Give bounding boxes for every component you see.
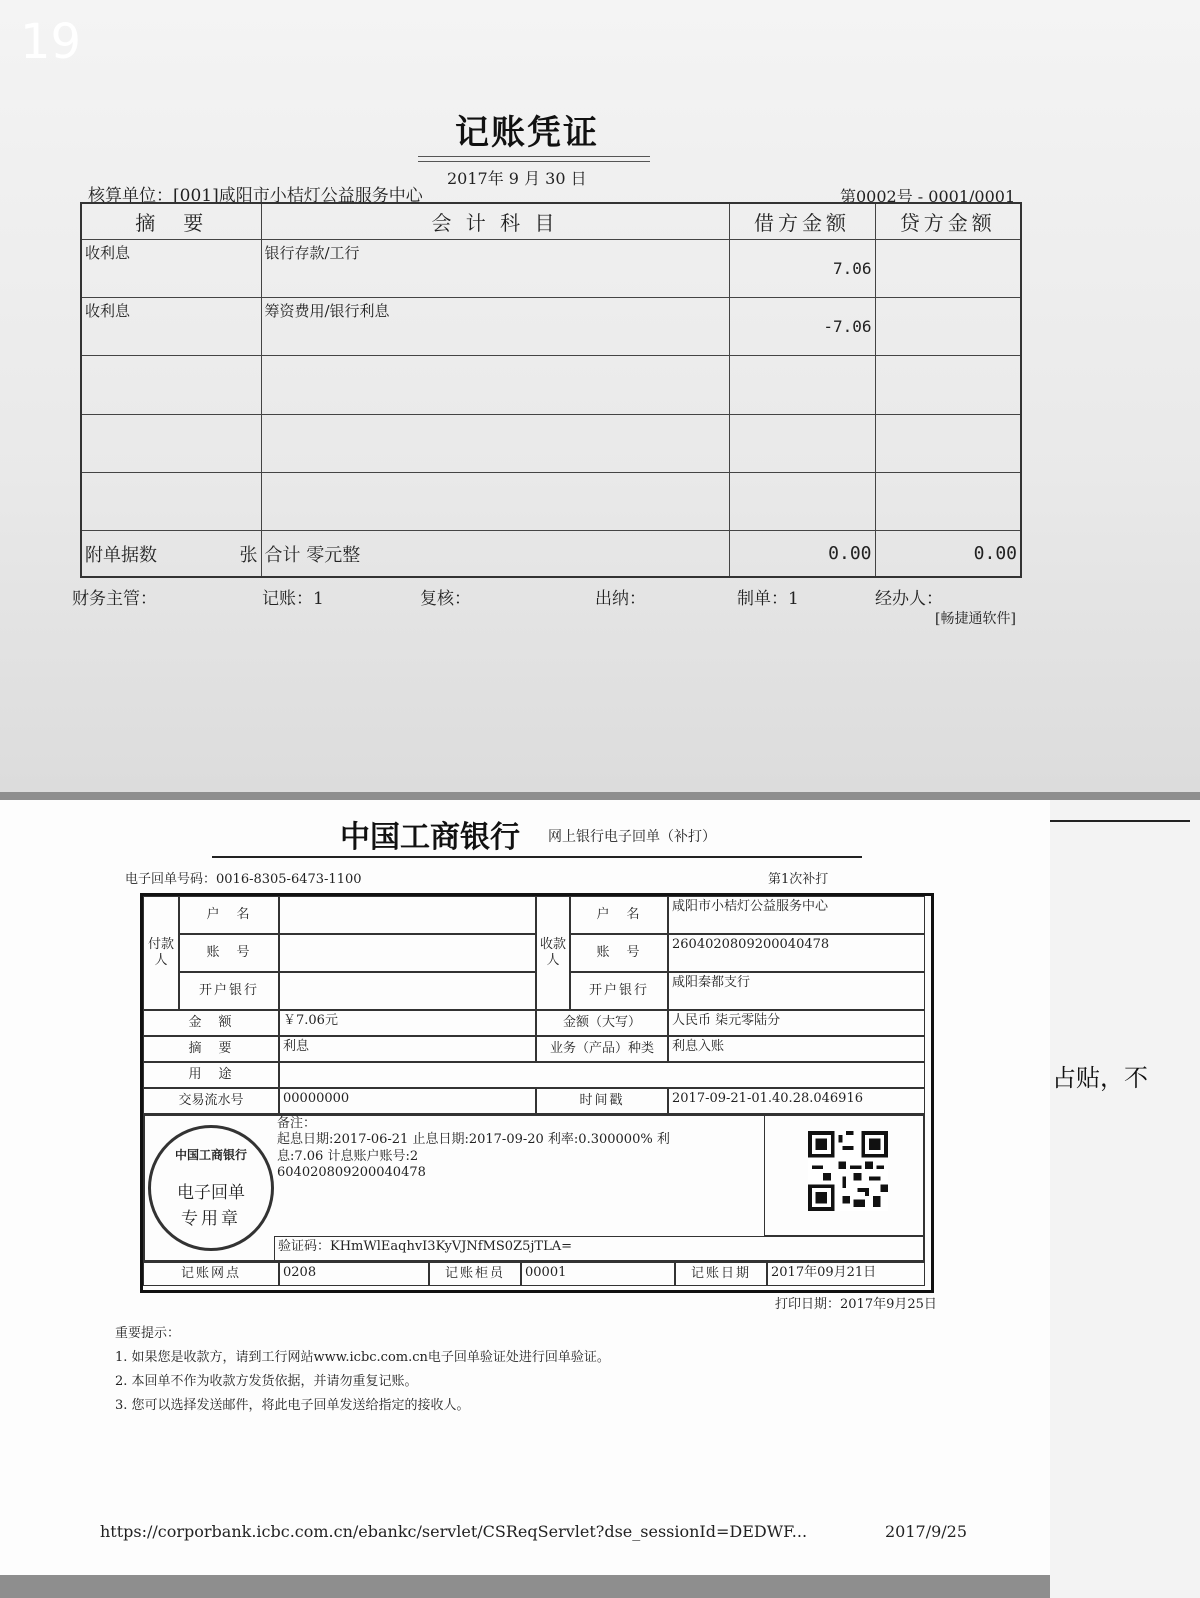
payee-account: 2604020809200040478 <box>668 934 925 972</box>
row-credit <box>875 414 1021 472</box>
total-credit: 0.00 <box>875 531 1021 577</box>
book-date-value: 2017年09月21日 <box>767 1262 925 1286</box>
footer-cashier: 出纳： <box>595 589 646 609</box>
remarks-text <box>274 1114 764 1236</box>
summary-label: 摘 要 <box>143 1036 279 1062</box>
payee-bank-label: 开户银行 <box>570 972 668 1010</box>
footer-reviewer: 复核： <box>420 589 471 609</box>
row-credit <box>875 356 1021 414</box>
attachments-unit: 张 <box>239 544 258 566</box>
reprint-count: 第1次补打 <box>768 872 829 887</box>
teller-label: 记账柜员 <box>429 1262 521 1286</box>
note-item: 1. 如果您是收款方，请到工行网站www.icbc.com.cn电子回单验证处进行回单验证。 <box>115 1350 610 1365</box>
payee-bank: 咸阳秦都支行 <box>668 972 925 1010</box>
purpose-label: 用 途 <box>143 1062 279 1088</box>
header-debit: 借方金额 <box>729 203 875 239</box>
voucher-title: 记账凭证 <box>455 113 599 153</box>
voucher-date: 2017年 9 月 30 日 <box>447 169 587 188</box>
table-row <box>81 414 1021 472</box>
amount-value: ￥7.06元 <box>279 1010 536 1036</box>
row-debit <box>729 356 875 414</box>
note-item: 3. 您可以选择发送邮件，将此电子回单发送给指定的接收人。 <box>115 1398 470 1413</box>
total-label: 合计 零元整 <box>261 531 729 577</box>
summary-value: 利息 <box>279 1036 536 1062</box>
header-summary: 摘 要 <box>81 203 261 239</box>
software-label: [畅捷通软件] <box>935 611 1016 627</box>
timestamp-label: 时间戳 <box>536 1088 668 1114</box>
teller-value: 00001 <box>521 1262 675 1286</box>
payee-name: 咸阳市小桔灯公益服务中心 <box>668 896 925 934</box>
row-summary: 收利息 <box>81 297 261 355</box>
row-debit: -7.06 <box>729 297 875 355</box>
seal-line1: 电子回单 <box>177 1183 245 1203</box>
remarks-line: 起息日期:2017-06-21 止息日期:2017-09-20 利率:0.300000% 利 <box>277 1132 670 1148</box>
row-summary <box>81 414 261 472</box>
row-debit <box>729 472 875 530</box>
table-row <box>81 472 1021 530</box>
serial-value: 00000000 <box>279 1088 536 1114</box>
footer-supervisor: 财务主管： <box>72 589 157 609</box>
amount-upper-value: 人民币 柒元零陆分 <box>668 1010 925 1036</box>
receipt-seal <box>148 1125 274 1251</box>
table-row <box>81 356 1021 414</box>
bank-name: 中国工商银行 <box>340 820 520 855</box>
row-summary <box>81 472 261 530</box>
book-date-label: 记账日期 <box>675 1262 767 1286</box>
seal-bank-name: 中国工商银行 <box>174 1148 247 1162</box>
table-row <box>81 239 1021 297</box>
page-number: 19 <box>20 14 82 70</box>
header-credit: 贷方金额 <box>875 203 1021 239</box>
payee-name-label: 户 名 <box>570 896 668 934</box>
row-summary <box>81 356 261 414</box>
seal-line2: 专用章 <box>181 1209 241 1229</box>
title-underline <box>418 156 650 162</box>
row-debit: 7.06 <box>729 239 875 297</box>
payer-bank <box>279 972 536 1010</box>
print-date: 打印日期：2017年9月25日 <box>775 1297 937 1312</box>
payee-label: 收款人 <box>536 896 570 1010</box>
footer-handler: 经办人： <box>875 589 943 609</box>
remarks-line: 备注： <box>277 1116 317 1131</box>
table-row <box>81 297 1021 355</box>
receipt-subtitle: 网上银行电子回单（补打） <box>548 829 716 845</box>
payer-account-label: 账 号 <box>179 934 279 972</box>
row-credit <box>875 239 1021 297</box>
payer-label: 付款人 <box>143 896 179 1010</box>
branch-value: 0208 <box>279 1262 429 1286</box>
amount-label: 金 额 <box>143 1010 279 1036</box>
print-footer-date: 2017/9/25 <box>885 1522 968 1541</box>
business-type-label: 业务（产品）种类 <box>536 1036 668 1062</box>
footer-preparer: 制单：1 <box>737 589 799 609</box>
side-rule <box>1050 820 1190 822</box>
voucher-table <box>80 202 1022 578</box>
payer-account <box>279 934 536 972</box>
row-account: 银行存款/工行 <box>261 239 729 297</box>
payer-name-label: 户 名 <box>179 896 279 934</box>
row-account <box>261 472 729 530</box>
qr-code-icon <box>808 1131 888 1211</box>
attachments-cell <box>81 531 261 577</box>
branch-label: 记账网点 <box>143 1262 279 1286</box>
remarks-line: 604020809200040478 <box>277 1164 426 1180</box>
accounting-unit: 核算单位：[001]咸阳市小桔灯公益服务中心 <box>88 186 423 206</box>
row-credit <box>875 297 1021 355</box>
attachments-label: 附单据数 <box>85 544 157 566</box>
row-account: 筹资费用/银行利息 <box>261 297 729 355</box>
note-item: 2. 本回单不作为收款方发货依据，并请勿重复记账。 <box>115 1374 418 1389</box>
business-type-value: 利息入账 <box>668 1036 925 1062</box>
row-debit <box>729 414 875 472</box>
voucher-number: 第0002号 - 0001/0001 <box>840 187 1016 206</box>
timestamp-value: 2017-09-21-01.40.28.046916 <box>668 1088 925 1114</box>
total-row <box>81 531 1021 577</box>
payee-account-label: 账 号 <box>570 934 668 972</box>
payer-name <box>279 896 536 934</box>
footer-bookkeeper: 记账：1 <box>262 589 324 609</box>
page-url: https://corporbank.icbc.com.cn/ebankc/servlet/CSReqServlet?dse_sessionId=DEDWF... <box>100 1522 808 1541</box>
amount-upper-label: 金额（大写） <box>536 1010 668 1036</box>
row-summary: 收利息 <box>81 239 261 297</box>
row-account <box>261 356 729 414</box>
side-page <box>1050 800 1200 1598</box>
receipt-number: 电子回单号码：0016-8305-6473-1100 <box>125 872 362 887</box>
serial-label: 交易流水号 <box>143 1088 279 1114</box>
header-account: 会 计 科 目 <box>261 203 729 239</box>
total-debit: 0.00 <box>729 531 875 577</box>
purpose-value <box>279 1062 925 1088</box>
verify-code: 验证码：KHmWlEaqhvI3KyVJNfMS0Z5jTLA= <box>274 1236 925 1262</box>
header-rule <box>212 856 862 858</box>
payer-bank-label: 开户银行 <box>179 972 279 1010</box>
important-notes <box>115 1322 610 1418</box>
row-account <box>261 414 729 472</box>
remarks-line: 息:7.06 计息账户账号:2 <box>277 1148 419 1164</box>
notes-title: 重要提示： <box>115 1326 181 1341</box>
side-text: 占贴，不 <box>1052 1064 1148 1092</box>
row-credit <box>875 472 1021 530</box>
